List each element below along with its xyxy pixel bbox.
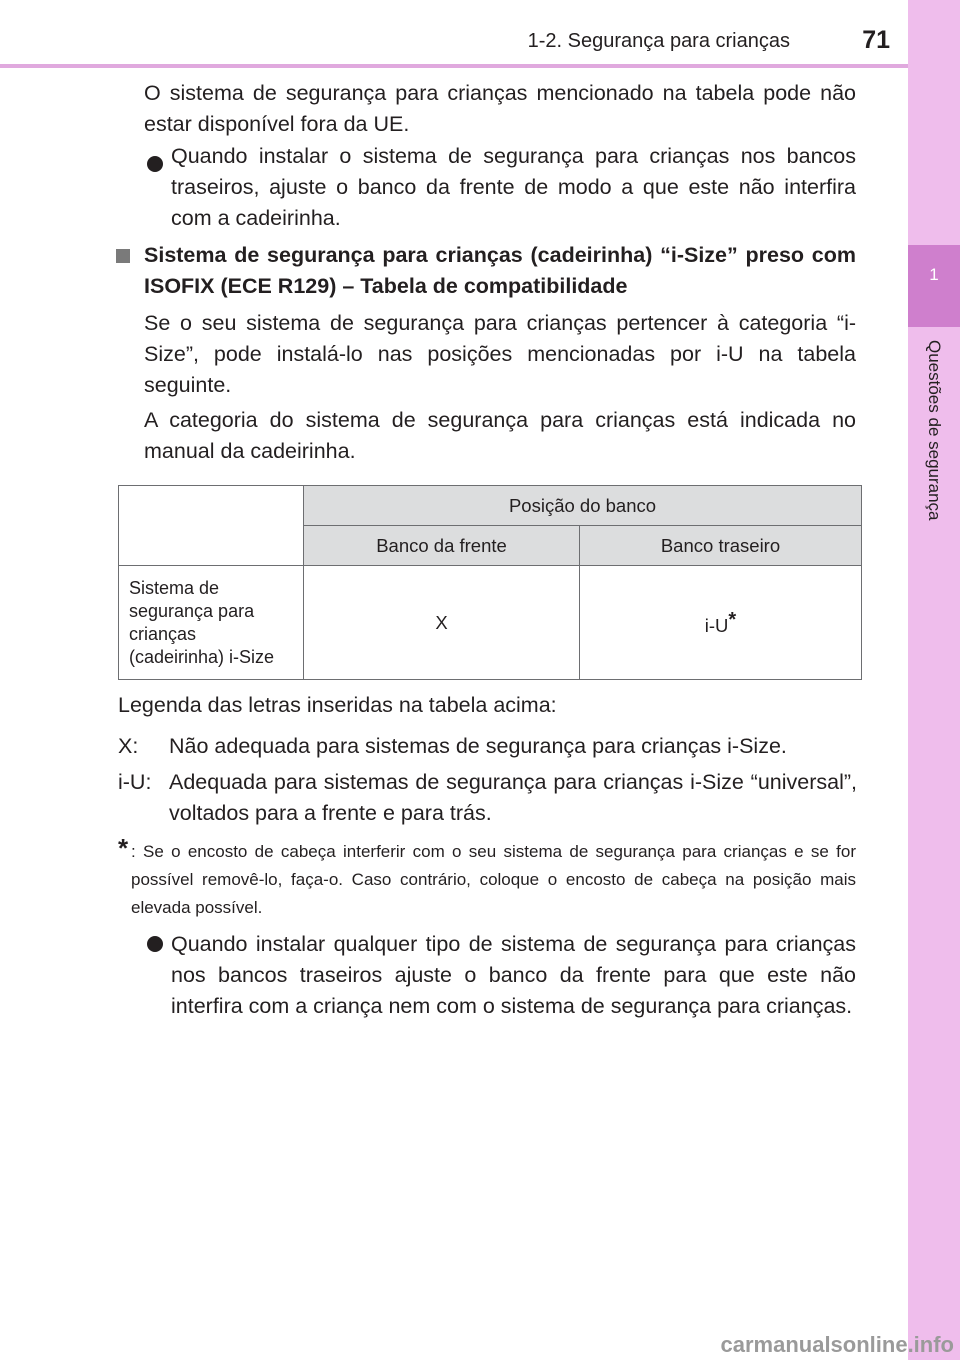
legend-key-x: X:: [118, 734, 139, 758]
footnote-mark: *: [728, 608, 737, 631]
section-paragraph: Se o seu sistema de segurança para crianças pertencer à categoria “i-Size”, pode instalá-lo nas posições mencionadas por i-U na tabela seguinte.: [144, 311, 856, 397]
table-corner-cell: [119, 486, 304, 566]
table-cell-front: X: [304, 566, 580, 680]
table-header-rear: Banco traseiro: [580, 526, 862, 566]
legend-key-iu: i-U:: [118, 770, 152, 794]
chapter-title: Questões de segurança: [925, 340, 944, 521]
compatibility-table: [118, 485, 862, 680]
bullet-dot-icon: [147, 156, 163, 172]
footnote-text: : Se o encosto de cabeça interferir com o seu sistema de segurança para crianças e se for possível removê-lo, faça-o. Caso contrário, coloque o encosto de cabeça na posição mais elevada possível.: [131, 842, 856, 917]
bullet-dot-icon: [147, 936, 163, 952]
table-cell-rear: [580, 566, 862, 680]
watermark: carmanualsonline.info: [720, 1332, 954, 1357]
side-tab-chapter-block: [908, 245, 960, 327]
section-paragraph: A categoria do sistema de segurança para crianças está indicada no manual da cadeirinha.: [144, 408, 856, 463]
side-tab-strip: [908, 0, 960, 1360]
section-title: 1-2. Segurança para crianças: [527, 30, 790, 52]
legend-text-iu: Adequada para sistemas de segurança para crianças i-Size “universal”, voltados para a frente e para trás.: [169, 770, 857, 825]
legend-text-x: Não adequada para sistemas de segurança para crianças i-Size.: [169, 734, 787, 758]
footnote-star: *: [118, 833, 129, 863]
table-header-front: Banco da frente: [304, 526, 580, 566]
chapter-number: 1: [929, 265, 939, 284]
bullet-text: Quando instalar o sistema de segurança para crianças nos bancos traseiros, ajuste o banco da frente de modo a que este não interfira com a cadeirinha.: [171, 144, 856, 230]
section-square-icon: [116, 249, 130, 263]
table-cell-rear-value: i-U: [704, 614, 729, 636]
bullet-text: Quando instalar qualquer tipo de sistema de segurança para crianças nos bancos traseiros ajuste o banco da frente para que este não interfira com a criança nem com o sistema de segurança para crianças.: [171, 932, 856, 1018]
section-heading: Sistema de segurança para crianças (cadeirinha) “i-Size” preso com ISOFIX (ECE R129) – Tabela de compatibilidade: [144, 243, 856, 298]
legend-title: Legenda das letras inseridas na tabela acima:: [118, 693, 557, 717]
intro-paragraph: O sistema de segurança para crianças mencionado na tabela pode não estar disponível fora da UE.: [144, 81, 856, 136]
table-group-header: Posição do banco: [304, 486, 862, 526]
header-rule: [0, 64, 908, 68]
table-row-label: Sistema de segurança para crianças (cadeirinha) i-Size: [119, 566, 304, 680]
page-number: 71: [862, 26, 890, 54]
